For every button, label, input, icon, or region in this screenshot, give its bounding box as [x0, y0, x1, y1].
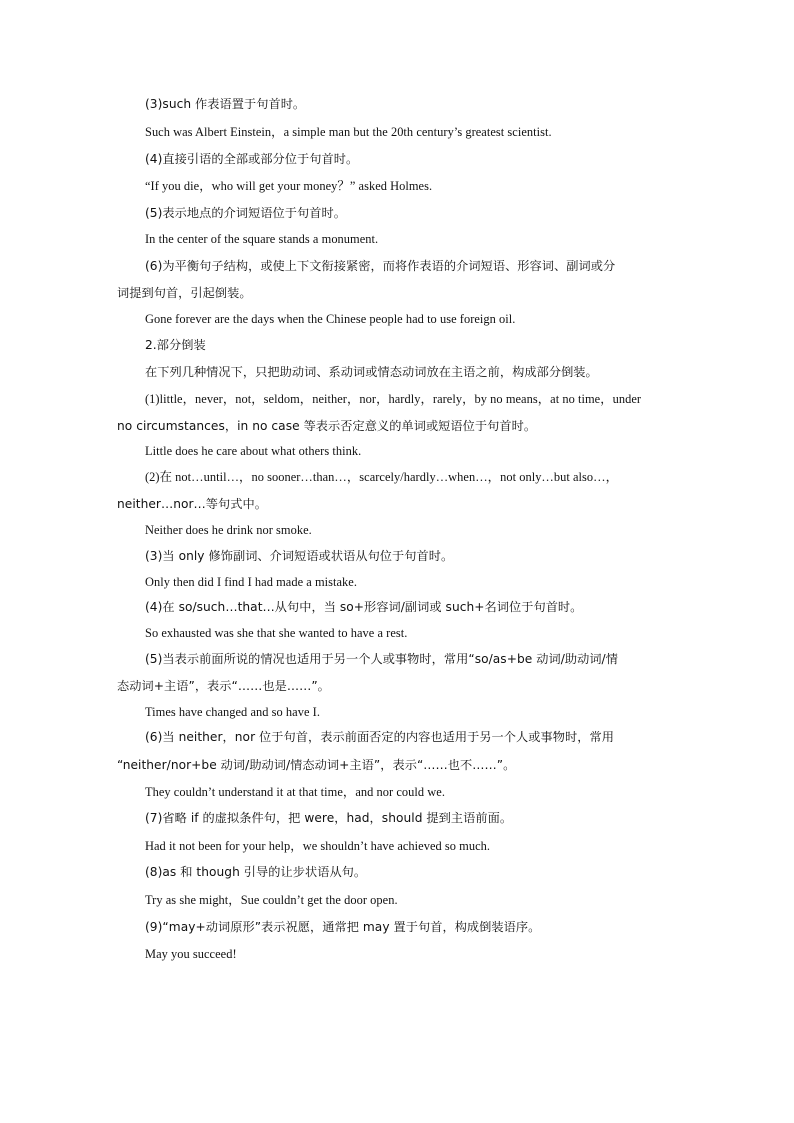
rule-2-patterns-line-1: (2)在 not…until…，no sooner…than…，scarcely/hardly…when…，not only…but also…， — [145, 470, 619, 484]
example-times-changed: Times have changed and so have I. — [145, 705, 320, 719]
rule-4-so-such: (4)在 so/such…that…从句中，当 so+形容词/副词或 such+名词位于句首时。 — [145, 600, 583, 614]
rule-5-place-phrase: (5)表示地点的介词短语位于句首时。 — [145, 206, 346, 220]
example-may-you-succeed: May you succeed! — [145, 947, 237, 961]
example-nor-could-we: They couldn’t understand it at that time，and nor could we. — [145, 785, 445, 799]
rule-8-as-though: (8)as 和 though 引导的让步状语从句。 — [145, 865, 367, 879]
rule-7-omitted-if: (7)省略 if 的虚拟条件句，把 were，had，should 提到主语前面。 — [145, 811, 513, 825]
example-only: Only then did I find I had made a mistake. — [145, 575, 357, 589]
rule-6-neither-nor-line-2: “neither/nor+be 动词/助动词/情态动词+主语”，表示“……也不……”。 — [117, 758, 516, 772]
example-little: Little does he care about what others think. — [145, 444, 362, 458]
rule-1-negative-words-line-2: no circumstances，in no case 等表示否定意义的单词或短语位于句首时。 — [117, 419, 537, 433]
example-so-exhausted: So exhausted was she that she wanted to have a rest. — [145, 626, 408, 640]
partial-inversion-intro: 在下列几种情况下，只把助动词、系动词或情态动词放在主语之前，构成部分倒装。 — [145, 365, 598, 379]
rule-5-so-as-line-2: 态动词+主语”，表示“……也是……”。 — [117, 679, 330, 693]
example-such: Such was Albert Einstein，a simple man but the 20th century’s greatest scientist. — [145, 125, 552, 139]
rule-3-only: (3)当 only 修饰副词、介词短语或状语从句位于句首时。 — [145, 549, 454, 563]
rule-9-may-wish: (9)“may+动词原形”表示祝愿，通常把 may 置于句首，构成倒装语序。 — [145, 920, 541, 934]
example-neither: Neither does he drink nor smoke. — [145, 523, 312, 537]
rule-4-direct-speech: (4)直接引语的全部或部分位于句首时。 — [145, 152, 359, 166]
example-direct-speech: “If you die，who will get your money？” asked Holmes. — [145, 179, 433, 193]
example-had-it-not-been: Had it not been for your help，we shouldn’t have achieved so much. — [145, 839, 491, 853]
rule-2-patterns-line-2: neither…nor…等句式中。 — [117, 497, 267, 511]
rule-1-negative-words-line-1: (1)little，never，not，seldom，neither，nor，hardly，rarely，by no means，at no time，under — [145, 392, 642, 406]
rule-6-line-2: 词提到句首，引起倒装。 — [117, 286, 252, 300]
rule-6-neither-nor-line-1: (6)当 neither，nor 位于句首，表示前面否定的内容也适用于另一个人或事物时，常用 — [145, 730, 614, 744]
rule-3-such: (3)such 作表语置于句首时。 — [145, 97, 306, 111]
example-try-as-she-might: Try as she might，Sue couldn’t get the door open. — [145, 893, 398, 907]
example-balance: Gone forever are the days when the Chinese people had to use foreign oil. — [145, 312, 516, 326]
rule-6-line-1: (6)为平衡句子结构，或使上下文衔接紧密，而将作表语的介词短语、形容词、副词或分 — [145, 259, 616, 273]
example-place-phrase: In the center of the square stands a monument. — [145, 232, 379, 246]
section-partial-inversion: 2.部分倒装 — [145, 338, 206, 352]
rule-5-so-as-line-1: (5)当表示前面所说的情况也适用于另一个人或事物时，常用“so/as+be 动词/助动词/情 — [145, 652, 618, 666]
